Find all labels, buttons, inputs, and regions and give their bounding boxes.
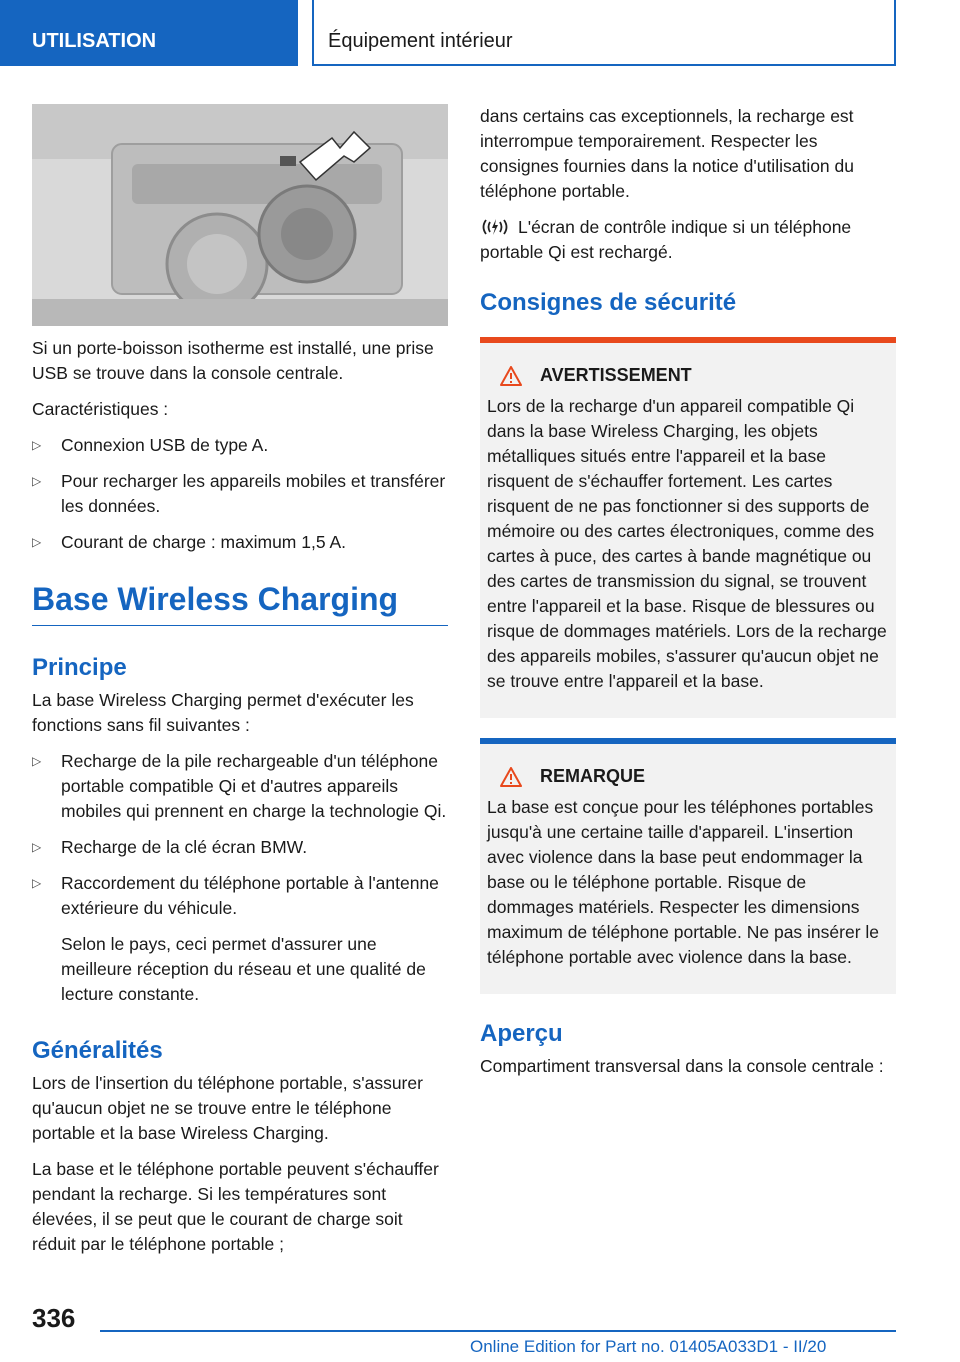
triangle-bullet-icon: ▷ bbox=[32, 474, 42, 488]
notice-box bbox=[480, 738, 896, 994]
section-tab: UTILISATION bbox=[0, 0, 298, 66]
list-item: ▷ Connexion USB de type A. bbox=[32, 433, 448, 458]
usb-intro-text: Si un porte-boisson isotherme est installé, une prise USB se trouve dans la console centrale. bbox=[32, 338, 434, 383]
warning-title: AVERTISSEMENT bbox=[487, 365, 889, 386]
warning-triangle-icon bbox=[500, 366, 522, 386]
general-text-1: Lors de l'insertion du téléphone portable, s'assurer qu'aucun objet ne se trouve entre le téléphone portable et la base Wireless Charging. bbox=[32, 1073, 423, 1143]
triangle-bullet-icon: ▷ bbox=[32, 438, 42, 452]
triangle-bullet-icon: ▷ bbox=[32, 876, 42, 890]
triangle-bullet-icon: ▷ bbox=[32, 840, 42, 854]
footer-edition: Online Edition for Part no. 01405A033D1 - II/20 bbox=[470, 1337, 827, 1356]
continuation-text: dans certains cas exceptionnels, la recharge est interrompue temporairement. Respecter les consignes fournies dans la notice d'utilisation du téléphone portable. bbox=[480, 106, 854, 201]
heading-general: Généralités bbox=[32, 1037, 163, 1064]
functions-list bbox=[32, 749, 448, 1007]
principle-text: La base Wireless Charging permet d'exécuter les fonctions sans fil suivantes : bbox=[32, 690, 414, 735]
function-note: Selon le pays, ceci permet d'assurer une meilleure réception du réseau et une qualité de lecture constante. bbox=[61, 934, 426, 1004]
list-item: ▷ Recharge de la pile rechargeable d'un téléphone portable compatible Qi et d'autres appareils mobiles qui prennent en charge la technologie Qi. bbox=[32, 751, 447, 821]
footer-divider bbox=[100, 1330, 896, 1332]
triangle-bullet-icon: ▷ bbox=[32, 535, 42, 549]
warning-text: Lors de la recharge d'un appareil compatible Qi dans la base Wireless Charging, les objets métalliques situés entre l'appareil et la base risquent de s'échauffer fortement. Les cartes risquent de ne pas fonctionner si des supports de mémoire ou des cartes électroniques, comme des cartes à puce, des cartes à bande magnétique ou des cartes de transmission du signal, se trouvent entre l'appareil et la base. Risque de blessures ou risque de dommages matériels. Lors de la recharge des appareils mobiles, s'assurer qu'aucun objet ne se trouve entre l'appareil et la base. bbox=[487, 396, 887, 691]
notice-text: La base est conçue pour les téléphones portables jusqu'à une certaine taille d'appareil. L'insertion avec violence dans la base peut endommager la base ou le téléphone portable. Risque de dommages matériels. Respecter les dimensions maximum de téléphone portable. Ne pas insérer le téléphone portable avec violence dans la base. bbox=[487, 797, 880, 967]
warning-triangle-icon bbox=[500, 767, 522, 787]
list-item: ▷ Pour recharger les appareils mobiles et transférer les données. bbox=[32, 471, 446, 516]
features-list bbox=[32, 433, 448, 555]
features-label: Caractéristiques : bbox=[32, 399, 169, 419]
heading-principle: Principe bbox=[32, 654, 127, 681]
page-number: 336 bbox=[32, 1303, 76, 1333]
console-usb-photo bbox=[32, 104, 448, 326]
list-item: ▷ Raccordement du téléphone portable à l'antenne extérieure du véhicule. Selon le pays, ceci permet d'assurer une meilleure réception du réseau et une qualité de lecture constante. bbox=[32, 871, 448, 1007]
notice-title: REMARQUE bbox=[487, 766, 889, 787]
heading-overview: Aperçu bbox=[480, 1020, 563, 1047]
general-text-2: La base et le téléphone portable peuvent s'échauffer pendant la recharge. Si les températures sont élevées, il se peut que le courant de charge soit réduit par le téléphone portable ; bbox=[32, 1159, 439, 1254]
left-column bbox=[32, 104, 448, 1268]
right-column bbox=[480, 104, 896, 1090]
list-item: ▷ Courant de charge : maximum 1,5 A. bbox=[32, 530, 448, 555]
indicator-text: L'écran de contrôle indique si un téléphone portable Qi est rechargé. bbox=[480, 217, 852, 262]
list-item: ▷ Recharge de la clé écran BMW. bbox=[32, 835, 448, 860]
wireless-charging-indicator-icon bbox=[480, 217, 510, 237]
warning-box bbox=[480, 337, 896, 718]
section-heading-wireless: Base Wireless Charging bbox=[32, 579, 448, 626]
triangle-bullet-icon: ▷ bbox=[32, 754, 42, 768]
chapter-title: Équipement intérieur bbox=[312, 0, 896, 66]
overview-text: Compartiment transversal dans la console centrale : bbox=[480, 1056, 884, 1076]
heading-safety: Consignes de sécurité bbox=[480, 289, 737, 316]
